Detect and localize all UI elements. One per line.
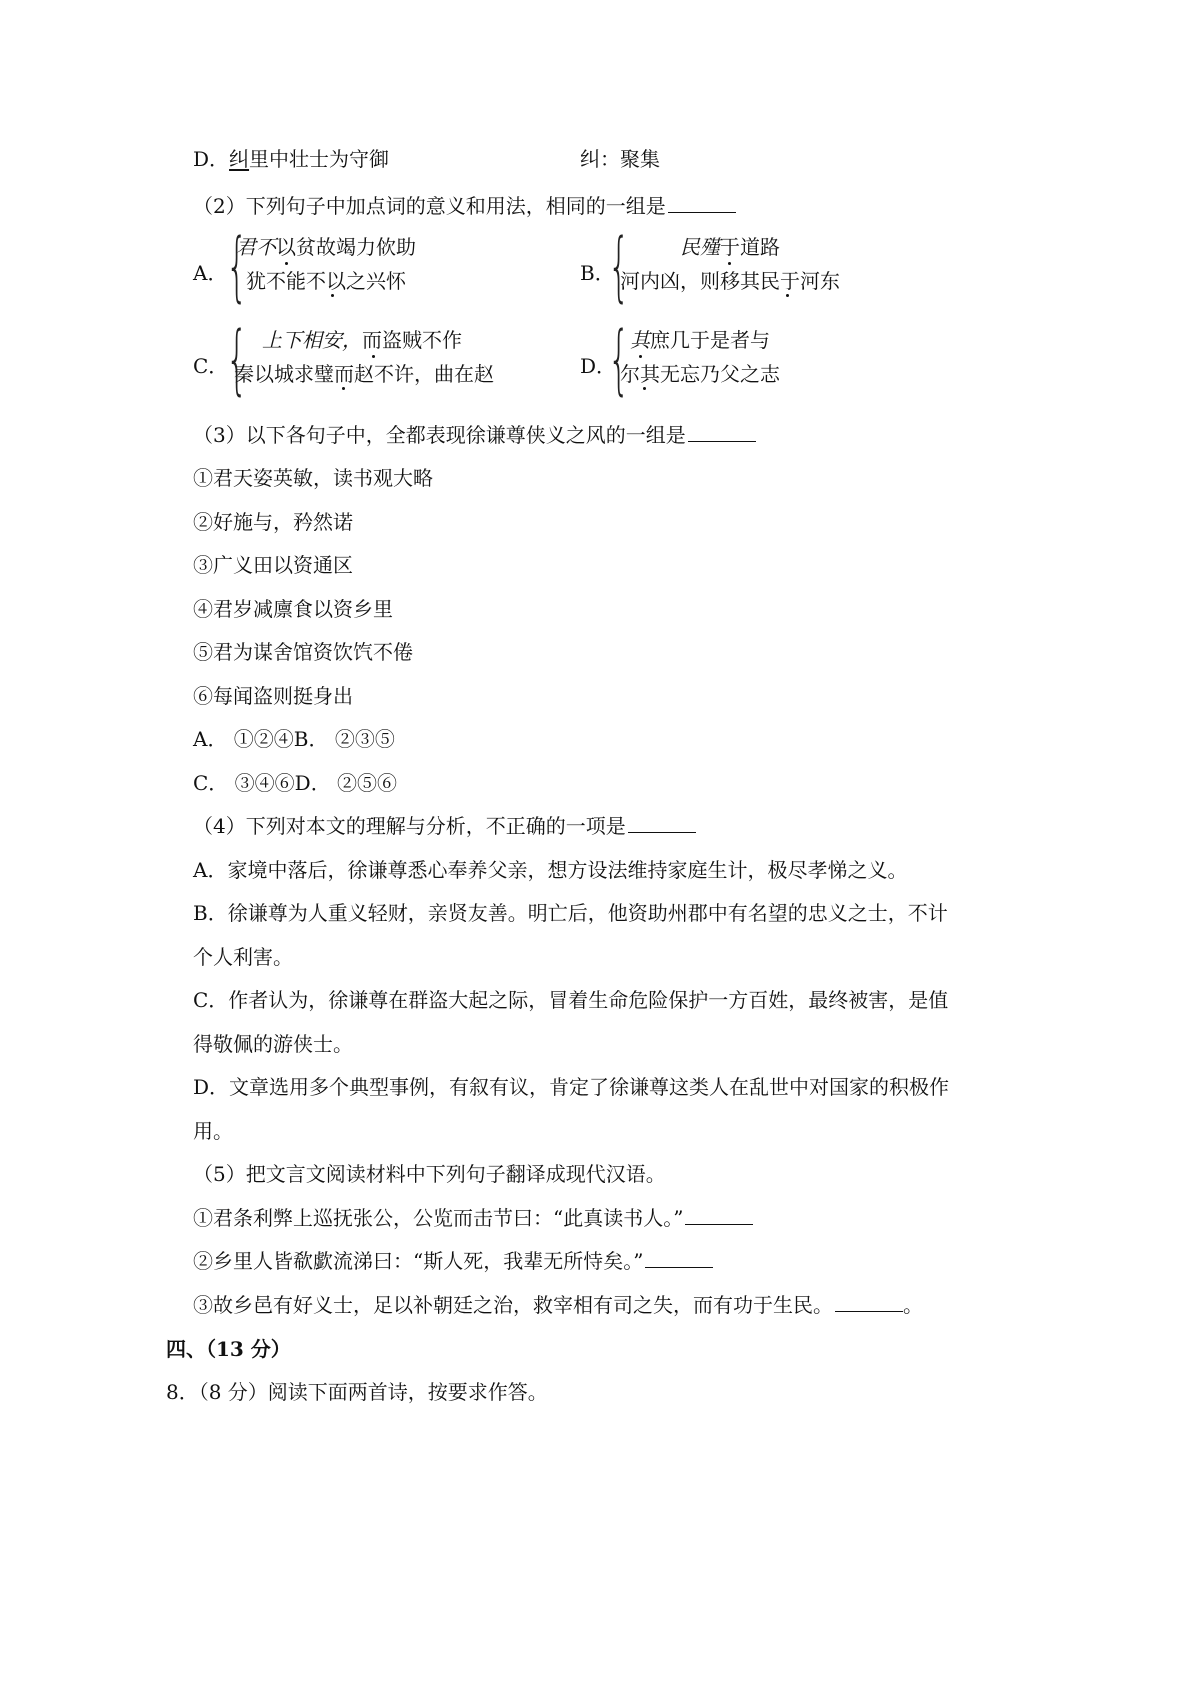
- q5-sentence-3: [193, 1292, 923, 1318]
- list-item: ①君天姿英敏，读书观大略: [193, 466, 433, 490]
- q4-option-d: D．文章选用多个典型事例，有叙有议，肯定了徐谦尊这类人在乱世中对国家的积极作: [193, 1075, 950, 1099]
- sentence-end: 。: [903, 1293, 923, 1317]
- q4-option-b: B．徐谦尊为人重义轻财，亲贤友善。明亡后，他资助州郡中有名望的忠义之士，不计: [193, 901, 948, 925]
- q2-option-d-label: D．: [580, 354, 617, 378]
- emphasis-dot: [331, 294, 334, 297]
- q3-options-line2: C． ③④⑥D． ②⑤⑥: [193, 771, 398, 795]
- question-2-prompt: [193, 193, 736, 219]
- emphasis-dot: [372, 355, 375, 358]
- italic-text: 君不: [236, 235, 276, 259]
- brace-icon: {: [608, 314, 630, 403]
- line-text: 而盗贼不作: [362, 328, 462, 352]
- option-d-gloss: 纠：聚集: [580, 147, 660, 171]
- question-8-prompt: 8．（8 分）阅读下面两首诗，按要求作答。: [166, 1380, 548, 1404]
- sentence-text: ①君条利弊上巡抚张公，公览而击节曰：“此真读书人。”: [193, 1206, 684, 1230]
- question-text: （4）下列对本文的理解与分析，不正确的一项是: [193, 814, 626, 838]
- q2-option-a-label: A．: [193, 261, 228, 285]
- option-text: 里中壮士为守御: [249, 147, 390, 171]
- option-label: D．: [193, 147, 230, 171]
- line-text: 庶几于是者与: [650, 328, 770, 352]
- q2-option-b-label: B．: [580, 261, 615, 285]
- emphasis-dot: [728, 262, 731, 265]
- q4-option-d-cont: 用。: [193, 1119, 233, 1143]
- q5-sentence-1: [193, 1205, 753, 1231]
- list-item: ⑥每闻盗则挺身出: [193, 684, 353, 708]
- answer-blank: [645, 1249, 713, 1268]
- q2-b-line1: [680, 234, 780, 260]
- emphasis-dot: [643, 387, 646, 390]
- line-text: 以贫故竭力佽助: [276, 235, 416, 259]
- q3-options-line1: A． ①②④B． ②③⑤: [193, 727, 395, 751]
- sentence-text: ②乡里人皆欷歔流涕曰：“斯人死，我辈无所恃矣。”: [193, 1249, 644, 1273]
- q2-d-line1: [630, 327, 770, 353]
- emphasis-dot: [786, 294, 789, 297]
- list-item: ⑤君为谋舍馆资饮饩不倦: [193, 640, 413, 664]
- question-5-prompt: （5）把文言文阅读材料中下列句子翻译成现代汉语。: [193, 1162, 666, 1186]
- q4-option-b-cont: 个人利害。: [193, 945, 293, 969]
- list-item: ③广义田以资通区: [193, 553, 353, 577]
- answer-blank: [688, 423, 756, 442]
- q2-c-line1: [262, 327, 462, 353]
- q2-option-c-label: C．: [193, 354, 229, 378]
- emphasis-dot: [285, 262, 288, 265]
- q2-a-line1: [236, 234, 416, 260]
- italic-text: 其: [630, 328, 650, 352]
- answer-blank: [668, 194, 736, 213]
- q2-c-line2: 秦以城求璧而赵不许，曲在赵: [234, 362, 494, 386]
- q2-a-line2: 犹不能不以之兴怀: [246, 269, 406, 293]
- q4-option-c: C．作者认为，徐谦尊在群盗大起之际，冒着生命危险保护一方百姓，最终被害，是值: [193, 988, 949, 1012]
- brace-icon: {: [226, 314, 248, 403]
- q5-sentence-2: [193, 1248, 713, 1274]
- q2-b-line2: 河内凶，则移其民于河东: [620, 269, 840, 293]
- list-item: ④君岁减廪食以资乡里: [193, 597, 393, 621]
- question-4-prompt: [193, 813, 696, 839]
- option-d-line: [193, 146, 389, 172]
- emphasis-dot: [342, 387, 345, 390]
- section-heading: 四、（13 分）: [166, 1337, 291, 1361]
- question-text: （2）下列句子中加点词的意义和用法，相同的一组是: [193, 194, 666, 218]
- q2-d-line2: 尔其无忘乃父之志: [620, 362, 780, 386]
- underlined-term: 纠: [229, 147, 250, 171]
- sentence-text: ③故乡邑有好义士，足以补朝廷之治，救宰相有司之失，而有功于生民。: [193, 1293, 833, 1317]
- answer-blank: [685, 1206, 753, 1225]
- line-text: 于道路: [720, 235, 780, 259]
- q4-option-c-cont: 得敬佩的游侠士。: [193, 1032, 353, 1056]
- italic-text: 民殣: [680, 235, 720, 259]
- list-item: ②好施与，矜然诺: [193, 510, 353, 534]
- question-3-prompt: [193, 422, 756, 448]
- question-text: （3）以下各句子中，全都表现徐谦尊侠义之风的一组是: [193, 423, 686, 447]
- brace-icon: {: [226, 221, 248, 310]
- q4-option-a: A．家境中落后，徐谦尊悉心奉养父亲，想方设法维持家庭生计，极尽孝悌之义。: [193, 858, 908, 882]
- answer-blank: [835, 1293, 903, 1312]
- emphasis-dot: [639, 355, 642, 358]
- italic-text: 上下相安，: [262, 328, 362, 352]
- brace-icon: {: [608, 221, 630, 310]
- answer-blank: [628, 814, 696, 833]
